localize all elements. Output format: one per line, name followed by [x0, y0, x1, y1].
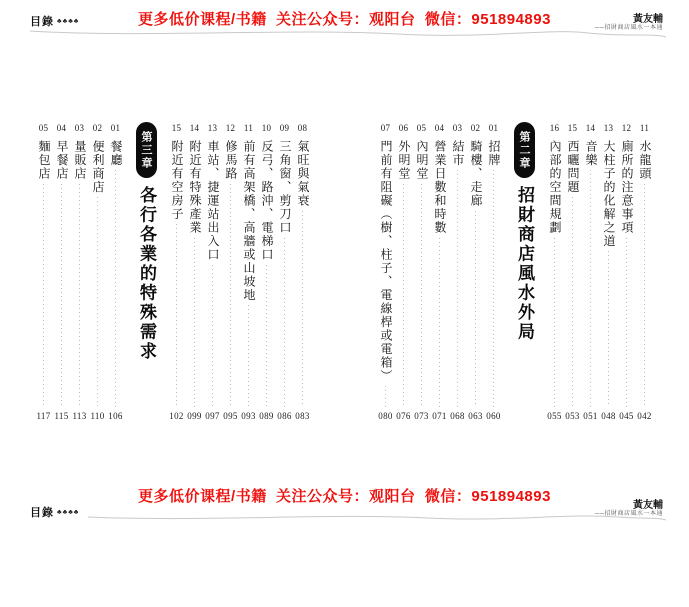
entry-number: 13	[603, 123, 614, 133]
entry-page: 080	[378, 411, 393, 421]
entry-title: 早餐店	[55, 140, 69, 181]
entry-page: 099	[187, 411, 202, 421]
entry-page: 060	[486, 411, 501, 421]
entry-page: 106	[108, 411, 123, 421]
entry-title: 便利商店	[91, 140, 105, 194]
entry-number: 11	[639, 123, 650, 133]
chapter-title: 招財商店風水外局	[515, 186, 534, 342]
entry-number: 16	[549, 123, 560, 133]
entry-title: 騎樓、走廊	[469, 140, 483, 208]
toc-entry	[54, 122, 69, 422]
entry-title: 內明堂	[415, 140, 429, 181]
entry-number: 04	[434, 123, 445, 133]
entry-page: 051	[583, 411, 598, 421]
toc-entry	[468, 122, 483, 422]
entry-number: 09	[279, 123, 290, 133]
chapter-badge: 第二章	[514, 122, 535, 178]
entry-title: 附近有空房子	[170, 140, 184, 221]
dotted-leader	[590, 170, 591, 407]
entry-title: 反弓、路沖、電梯口	[260, 140, 274, 262]
toc-entry	[205, 122, 220, 422]
dotted-leader	[385, 386, 386, 407]
dotted-leader	[457, 170, 458, 407]
entry-page: 097	[205, 411, 220, 421]
toc-entry	[450, 122, 465, 422]
entry-page: 071	[432, 411, 447, 421]
toc-entry	[396, 122, 411, 422]
entry-page: 042	[637, 411, 652, 421]
entry-title: 三角窗、剪刀口	[278, 140, 292, 235]
chapter3-marker	[131, 122, 161, 422]
toc-entry	[486, 122, 501, 422]
entry-title: 門前有阻礙（樹、柱子、電線桿或電箱）	[379, 140, 393, 383]
entry-number: 03	[452, 123, 463, 133]
toc-entry	[432, 122, 447, 422]
chapter3-items-group	[36, 122, 123, 422]
toc-entry	[108, 122, 123, 422]
entry-page: 093	[241, 411, 256, 421]
entry-title: 大柱子的化解之道	[602, 140, 616, 248]
section-marks-icon: ♣♣♣♣	[57, 17, 80, 25]
entry-title: 結市	[451, 140, 465, 167]
header-rule	[28, 24, 668, 40]
chapter2-carryover-group	[169, 122, 310, 422]
dotted-leader	[572, 197, 573, 407]
entry-number: 01	[488, 123, 499, 133]
toc-entry	[169, 122, 184, 422]
toc-entry	[36, 122, 51, 422]
toc-entry	[295, 122, 310, 422]
dotted-leader	[97, 197, 98, 407]
section-label: 目錄	[30, 507, 54, 519]
dotted-leader	[61, 184, 62, 408]
entry-number: 14	[189, 123, 200, 133]
entry-page: 110	[90, 411, 105, 421]
entry-page: 045	[619, 411, 634, 421]
dotted-leader	[79, 184, 80, 408]
entry-title: 內部的空間規劃	[548, 140, 562, 235]
toc-page-right	[378, 122, 652, 422]
chapter-title: 各行各業的特殊需求	[137, 186, 156, 362]
entry-number: 10	[261, 123, 272, 133]
entry-title: 外明堂	[397, 140, 411, 181]
entry-number: 13	[207, 123, 218, 133]
entry-page: 095	[223, 411, 238, 421]
entry-title: 廁所的注意事項	[620, 140, 634, 235]
entry-page: 053	[565, 411, 580, 421]
author-name: 黃友輔	[633, 500, 663, 511]
entry-number: 12	[225, 123, 236, 133]
toc-entry	[414, 122, 429, 422]
entry-page: 048	[601, 411, 616, 421]
entry-page: 076	[396, 411, 411, 421]
entry-number: 12	[621, 123, 632, 133]
entry-number: 08	[297, 123, 308, 133]
dotted-leader	[43, 184, 44, 408]
watermark-banner-bottom: 更多低价课程/书籍 关注公众号：观阳台 微信：951894893	[138, 488, 551, 505]
book-subtitle: ──招財商店風水一本通	[594, 511, 663, 517]
toc-page-left	[36, 122, 310, 422]
toc-entry	[637, 122, 652, 422]
dotted-leader	[644, 184, 645, 408]
toc-entry	[259, 122, 274, 422]
dotted-leader	[626, 238, 627, 408]
entry-number: 07	[380, 123, 391, 133]
toc-entry	[619, 122, 634, 422]
entry-number: 04	[56, 123, 67, 133]
section-label: 目錄	[30, 16, 54, 28]
dotted-leader	[608, 251, 609, 407]
entry-title: 西曬問題	[566, 140, 580, 194]
dotted-leader	[176, 224, 177, 407]
watermark-banner-top: 更多低价课程/书籍 关注公众号：观阳台 微信：951894893	[138, 11, 551, 28]
entry-page: 089	[259, 411, 274, 421]
chapter2-marker	[509, 122, 539, 422]
entry-page: 115	[54, 411, 69, 421]
entry-title: 修馬路	[224, 140, 238, 181]
entry-title: 附近有特殊產業	[188, 140, 202, 235]
entry-title: 水龍頭	[638, 140, 652, 181]
toc-entry	[601, 122, 616, 422]
chapter1-carryover-group	[547, 122, 652, 422]
dotted-leader	[284, 238, 285, 408]
entry-title: 招牌	[487, 140, 501, 167]
entry-number: 15	[171, 123, 182, 133]
toc-entry	[547, 122, 562, 422]
entry-number: 05	[38, 123, 49, 133]
toc-entry	[187, 122, 202, 422]
entry-title: 營業日數和時數	[433, 140, 447, 235]
dotted-leader	[554, 238, 555, 408]
entry-page: 113	[72, 411, 87, 421]
entry-page: 102	[169, 411, 184, 421]
entry-title: 餐廳	[109, 140, 123, 167]
toc-entry	[72, 122, 87, 422]
toc-entry	[378, 122, 393, 422]
dotted-leader	[115, 170, 116, 407]
entry-number: 02	[470, 123, 481, 133]
dotted-leader	[230, 184, 231, 408]
toc-entry	[277, 122, 292, 422]
dotted-leader	[493, 170, 494, 407]
dotted-leader	[475, 211, 476, 408]
entry-number: 06	[398, 123, 409, 133]
chapter-badge: 第三章	[136, 122, 157, 178]
entry-page: 068	[450, 411, 465, 421]
entry-page: 063	[468, 411, 483, 421]
dotted-leader	[194, 238, 195, 408]
entry-number: 14	[585, 123, 596, 133]
author-name: 黃友輔	[633, 14, 663, 25]
dotted-leader	[421, 184, 422, 408]
dotted-leader	[266, 265, 267, 408]
entry-page: 083	[295, 411, 310, 421]
toc-entry	[90, 122, 105, 422]
entry-number: 15	[567, 123, 578, 133]
entry-title: 氣旺與氣衰	[296, 140, 310, 208]
entry-title: 音樂	[584, 140, 598, 167]
book-subtitle: ──招財商店風水一本通	[594, 25, 663, 31]
entry-number: 05	[416, 123, 427, 133]
toc-entry	[241, 122, 256, 422]
toc-entry	[583, 122, 598, 422]
toc-entry	[223, 122, 238, 422]
entry-title: 車站、捷運站出入口	[206, 140, 220, 262]
dotted-leader	[248, 305, 249, 407]
dotted-leader	[212, 265, 213, 408]
toc-entry	[565, 122, 580, 422]
entry-number: 01	[110, 123, 121, 133]
footer-rule	[28, 508, 668, 524]
chapter2-items-group	[378, 122, 501, 422]
entry-page: 055	[547, 411, 562, 421]
entry-title: 麵包店	[37, 140, 51, 181]
entry-number: 11	[243, 123, 254, 133]
entry-page: 086	[277, 411, 292, 421]
entry-number: 03	[74, 123, 85, 133]
dotted-leader	[302, 211, 303, 408]
entry-title: 前有高架橋、高牆或山坡地	[242, 140, 256, 302]
entry-page: 073	[414, 411, 429, 421]
entry-title: 量販店	[73, 140, 87, 181]
dotted-leader	[403, 184, 404, 408]
entry-page: 117	[36, 411, 51, 421]
section-marks-icon: ♣♣♣♣	[57, 508, 80, 516]
entry-number: 02	[92, 123, 103, 133]
dotted-leader	[439, 238, 440, 408]
